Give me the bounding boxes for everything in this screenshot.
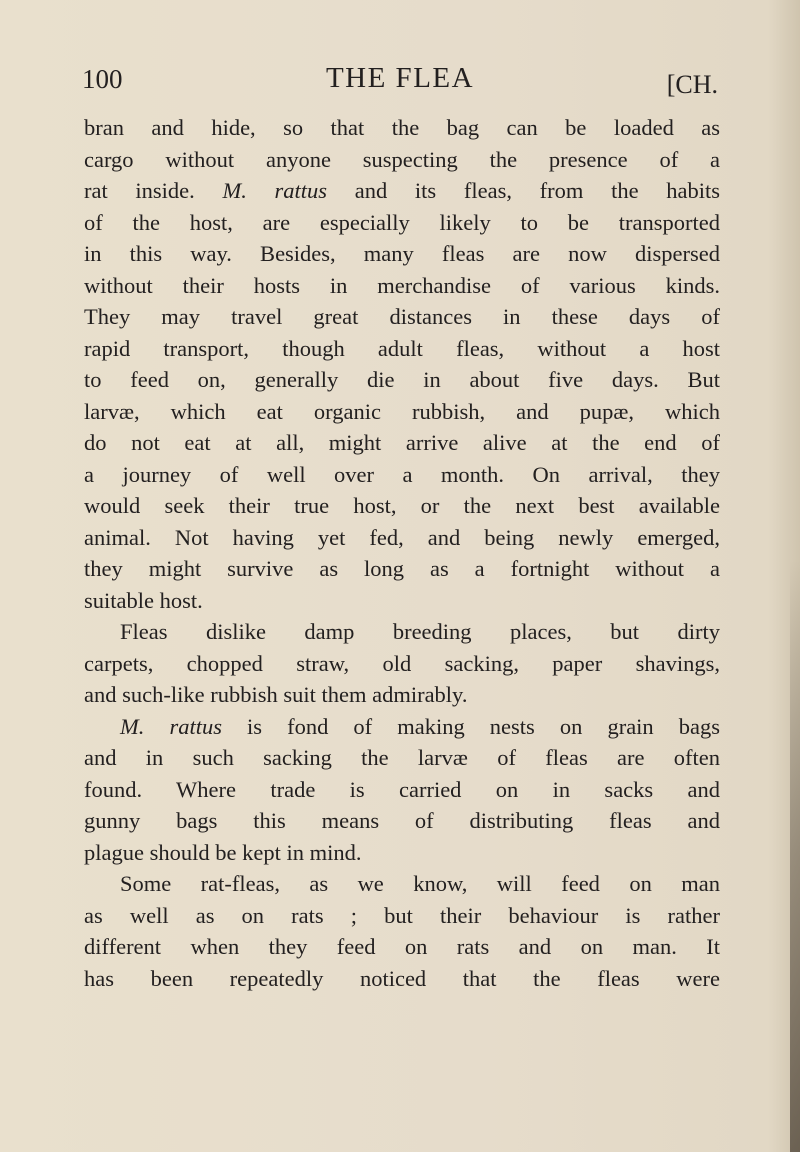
text-line: Fleas dislike damp breeding places, but dirty: [120, 619, 720, 644]
text-line: would seek their true host, or the next best available: [84, 493, 720, 518]
text-line: rapid transport, though adult fleas, without a host: [84, 335, 720, 361]
page-header: [82, 60, 718, 106]
text-line: [84, 711, 720, 743]
text-line: animal. Not having yet fed, and being newly emerged,: [84, 524, 720, 550]
species-name: M. rattus: [222, 178, 328, 203]
text-line: has been repeatedly noticed that the fleas were: [84, 965, 720, 991]
text-line: They may travel great distances in these days of: [84, 304, 720, 329]
chapter-mark: [CH.: [666, 70, 718, 99]
text-line: [84, 175, 720, 207]
text-line: plague should be kept in mind.: [84, 839, 362, 865]
text-line: and in such sacking the larvæ of fleas are often: [84, 745, 720, 770]
text-fragment: is fond of making nests on grain bags: [221, 713, 720, 739]
text-line: as well as on rats ; but their behaviour is rather: [84, 902, 720, 928]
text-line: gunny bags this means of distributing fleas and: [84, 808, 720, 833]
text-line: a journey of well over a month. On arrival, they: [84, 461, 720, 487]
species-name: M. rattus: [120, 713, 222, 739]
text-fragment: and its fleas, from the habits: [327, 178, 720, 203]
text-line: carpets, chopped straw, old sacking, paper shavings,: [84, 650, 720, 676]
text-line: cargo without anyone suspecting the presence of a: [84, 146, 720, 172]
text-line: suitable host.: [84, 587, 203, 613]
text-line: found. Where trade is carried on in sacks and: [84, 776, 720, 802]
text-line: larvæ, which eat organic rubbish, and pupæ, which: [84, 398, 720, 424]
text-line: different when they feed on rats and on man. It: [84, 934, 720, 959]
text-line: and such-like rubbish suit them admirably.: [84, 682, 468, 707]
text-line: without their hosts in merchandise of various kinds.: [84, 272, 720, 298]
text-line: Some rat-fleas, as we know, will feed on man: [120, 871, 720, 896]
body-text: [84, 112, 720, 994]
text-line: in this way. Besides, many fleas are now dispersed: [84, 241, 720, 266]
text-line: of the host, are especially likely to be transported: [84, 209, 720, 235]
text-line: bran and hide, so that the bag can be loaded as: [84, 115, 720, 140]
page-number: 100: [82, 64, 123, 94]
running-title: THE FLEA: [325, 62, 475, 94]
page-edge-shadow: [790, 560, 800, 1152]
text-line: to feed on, generally die in about five days. But: [84, 367, 720, 392]
text-line: they might survive as long as a fortnight without a: [84, 556, 720, 581]
text-line: do not eat at all, might arrive alive at the end of: [84, 430, 720, 455]
text-fragment: rat inside.: [84, 178, 223, 203]
